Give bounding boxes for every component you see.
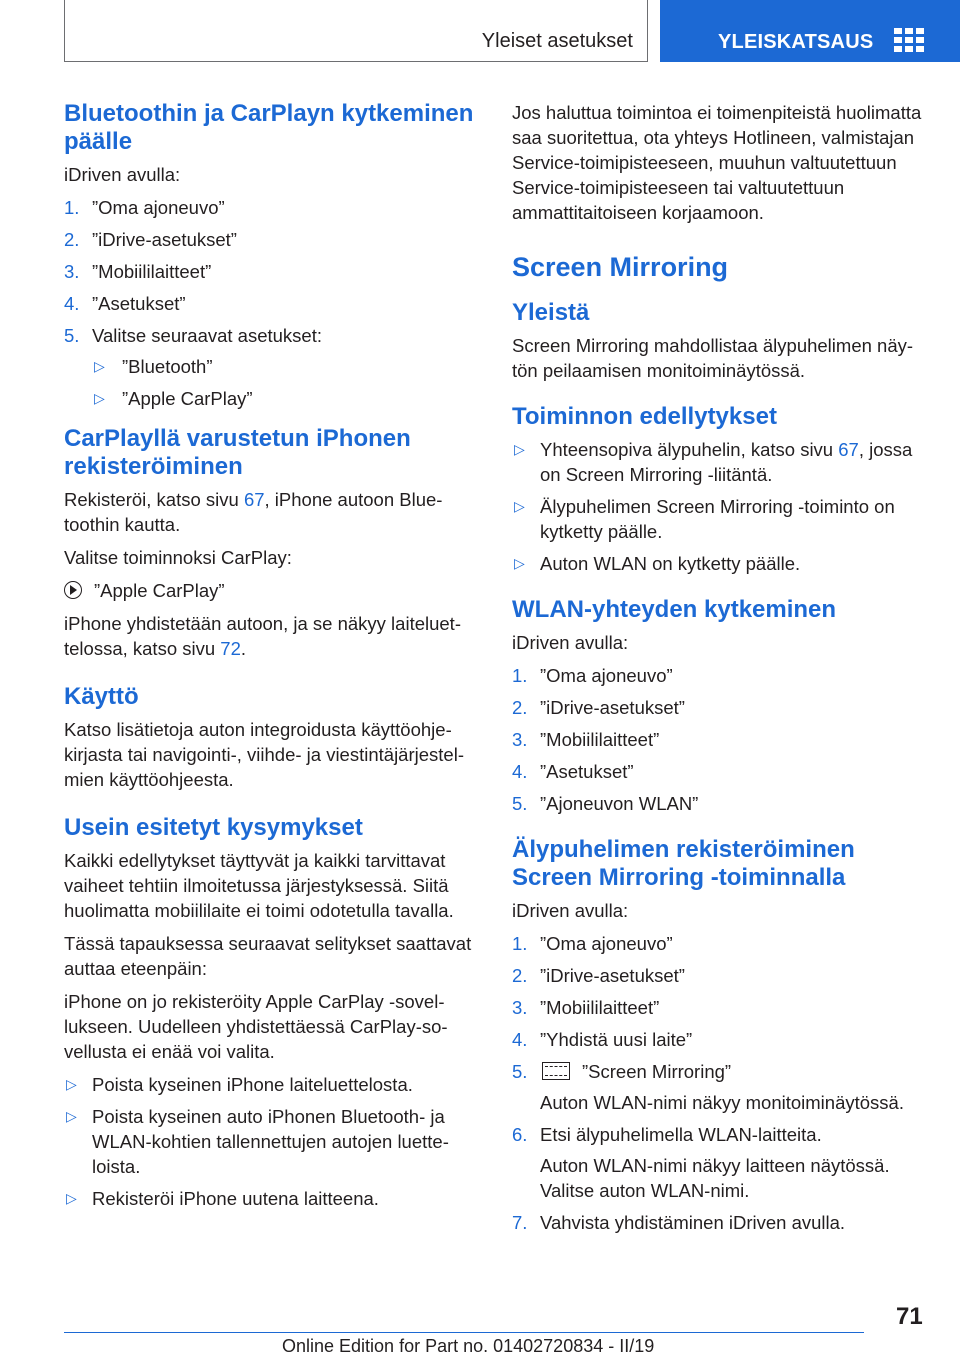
text: iPhone yhdistetään autoon, ja se näkyy laiteluettelossa, katso sivu <box>64 613 461 659</box>
bullet-text: Rekisteröi iPhone uutena laitteena. <box>92 1188 379 1209</box>
wlan-intro: iDriven avulla: <box>512 632 629 653</box>
reg-paragraph-3 <box>64 611 476 661</box>
bullet-text: Poista kyseinen iPhone laiteluettelosta. <box>92 1074 413 1095</box>
step-text: ”iDrive-asetukset” <box>540 965 685 986</box>
bullet-text: Poista kyseinen auto iPhonen Bluetooth- ja WLAN-kohtien tallennettujen autojen luetteloista. <box>92 1106 449 1177</box>
text: ”Apple CarPlay” <box>94 580 225 601</box>
footer-edition: Online Edition for Part no. 01402720834 - II/19 <box>282 1336 655 1356</box>
heading-register-iphone: CarPlayllä varustetun iPhonen rekisteröiminen <box>64 425 411 480</box>
step-number: 6. <box>512 1124 528 1145</box>
pair-steps-list <box>512 931 924 1084</box>
bullet-triangle-icon: ▷ <box>514 441 525 457</box>
list-item <box>64 1104 476 1179</box>
overview-tab[interactable] <box>660 0 960 62</box>
heading-general: Yleistä <box>512 299 590 326</box>
step-number: 3. <box>512 729 528 750</box>
text: , iPhone autoon Bluetoothin kautta. <box>64 489 443 535</box>
requirements-list <box>512 437 924 576</box>
heading-bluetooth-carplay: Bluetoothin ja CarPlayn kytkeminen päälle <box>64 100 474 155</box>
list-item <box>512 1210 924 1235</box>
header-section-box <box>64 0 648 62</box>
step-text: ”Mobiililaitteet” <box>540 997 660 1018</box>
sub-item-text: ”Apple CarPlay” <box>122 388 253 409</box>
bullet-text: Älypuhelimen Screen Mirroring -toiminto on kytketty päälle. <box>540 496 895 542</box>
usage-paragraph: Katso lisätietoja auton integroidusta käyttöohjekirjasta tai navigointi-, viihde- ja viestintäjärjestelmien käyttöohjeesta. <box>64 719 464 790</box>
step-text: ”Asetukset” <box>540 761 634 782</box>
text: , jossa on Screen Mirroring -liitäntä. <box>540 439 913 485</box>
bt-steps-list <box>64 195 476 411</box>
list-item <box>64 291 476 316</box>
list-item <box>512 695 924 720</box>
list-item <box>64 323 476 411</box>
step-number: 7. <box>512 1212 528 1233</box>
step-number: 2. <box>512 697 528 718</box>
step-text: ”Yhdistä uusi laite” <box>540 1029 693 1050</box>
step-text: Etsi älypuhelimella WLAN-laitteita. <box>540 1124 822 1145</box>
step-number: 1. <box>512 665 528 686</box>
footer-divider <box>64 1332 864 1333</box>
faq-paragraph-1: Kaikki edellytykset täyttyvät ja kaikki tarvittavat vaiheet tehtiin ilmoitetussa järjestyksessä. Siitä huolimatta mobiililaite ei toimi odotetulla tavalla. <box>64 850 454 921</box>
bullet-triangle-icon: ▷ <box>94 358 105 374</box>
grid-icon <box>894 28 924 52</box>
step-number: 5. <box>512 793 528 814</box>
step-text: ”Oma ajoneuvo” <box>540 933 673 954</box>
bullet-triangle-icon: ▷ <box>66 1108 77 1124</box>
step-number: 1. <box>512 933 528 954</box>
heading-requirements: Toiminnon edellytykset <box>512 403 777 430</box>
list-item <box>64 195 476 220</box>
list-item <box>512 437 924 487</box>
bt-sub-list <box>92 354 476 411</box>
heading-faq: Usein esitetyt kysymykset <box>64 814 363 841</box>
bullet-triangle-icon: ▷ <box>514 555 525 571</box>
list-item <box>512 931 924 956</box>
list-item <box>512 1027 924 1052</box>
step-number: 2. <box>64 229 80 250</box>
step-text: ”Oma ajoneuvo” <box>540 665 673 686</box>
faq-paragraph-3: iPhone on jo rekisteröity Apple CarPlay -sovellukseen. Uudelleen yhdistettäessä CarPlay-sovellusta ei enää voi valita. <box>64 991 448 1062</box>
step-text: ”iDrive-asetukset” <box>92 229 237 250</box>
apple-carplay-option <box>64 578 476 603</box>
heading-screen-mirroring: Screen Mirroring <box>512 252 729 282</box>
list-item <box>512 551 924 576</box>
step-number: 5. <box>512 1061 528 1082</box>
list-item <box>64 1186 476 1211</box>
general-paragraph: Screen Mirroring mahdollistaa älypuhelimen näytön peilaamisen monitoiminäytössä. <box>512 335 914 381</box>
bullet-triangle-icon: ▷ <box>66 1190 77 1206</box>
step-text: ”Mobiililaitteet” <box>92 261 212 282</box>
list-item <box>64 227 476 252</box>
step-text: Vahvista yhdistäminen iDriven avulla. <box>540 1212 846 1233</box>
sub-item-text: ”Bluetooth” <box>122 356 213 377</box>
step-text: ”Mobiililaitteet” <box>540 729 660 750</box>
text: . <box>240 638 247 659</box>
step-number: 1. <box>64 197 80 218</box>
text: Rekisteröi, katso sivu <box>64 489 244 510</box>
list-item <box>92 386 476 411</box>
page-link[interactable]: 67 <box>838 439 859 460</box>
bullet-text: Auton WLAN on kytketty päälle. <box>540 553 801 574</box>
text: Yhteensopiva älypuhelin, katso sivu <box>540 439 839 460</box>
bullet-triangle-icon: ▷ <box>514 498 525 514</box>
bullet-triangle-icon: ▷ <box>66 1076 77 1092</box>
left-column <box>64 100 476 1219</box>
overview-tab-label: YLEISKATSAUS <box>718 31 874 53</box>
step-text: ”Asetukset” <box>92 293 186 314</box>
list-item <box>512 663 924 688</box>
step-number: 3. <box>64 261 80 282</box>
list-item <box>512 791 924 816</box>
step-number: 4. <box>64 293 80 314</box>
list-item <box>512 727 924 752</box>
reg-paragraph-2: Valitse toiminnoksi CarPlay: <box>64 547 292 568</box>
heading-wlan: WLAN-yhteyden kytkeminen <box>512 596 837 623</box>
step-text: Valitse seuraavat asetukset: <box>92 325 323 346</box>
hotline-paragraph: Jos haluttua toimintoa ei toimenpiteistä huolimatta saa suoritettua, ota yhteys Hotlineen, valmistajan Service-toimipisteeseen, muuhun valtuutettuun Service-toimipisteeseen tai valtuutettuun ammattitaitoiseen korjaamoon. <box>512 102 922 223</box>
right-column <box>512 100 924 1243</box>
list-item <box>64 259 476 284</box>
step-text: ”Ajoneuvon WLAN” <box>540 793 699 814</box>
pair-steps-list-end <box>512 1210 924 1235</box>
play-icon <box>64 581 82 599</box>
section-title: Yleiset asetukset <box>481 30 633 52</box>
faq-bullets <box>64 1072 476 1211</box>
step-number: 4. <box>512 761 528 782</box>
list-item <box>92 354 476 379</box>
list-item <box>64 1072 476 1097</box>
step-text: ”iDrive-asetukset” <box>540 697 685 718</box>
list-item <box>512 1122 924 1147</box>
wlan-steps-list <box>512 663 924 816</box>
pair-steps-list-cont <box>512 1122 924 1147</box>
page-number: 71 <box>896 1303 923 1330</box>
screen-mirroring-icon <box>542 1062 570 1080</box>
list-item <box>512 995 924 1020</box>
faq-paragraph-2: Tässä tapauksessa seuraavat selitykset saattavat auttaa eteenpäin: <box>64 933 472 979</box>
list-item <box>512 1059 924 1084</box>
list-item <box>512 759 924 784</box>
bt-intro: iDriven avulla: <box>64 164 181 185</box>
heading-pair-screen-mirroring: Älypuhelimen rekisteröiminen Screen Mirroring -toiminnalla <box>512 836 855 891</box>
page-link[interactable]: 72 <box>220 638 241 659</box>
pair-intro: iDriven avulla: <box>512 900 629 921</box>
step-number: 4. <box>512 1029 528 1050</box>
pair-step5-note: Auton WLAN-nimi näkyy monitoiminäytössä. <box>540 1092 904 1113</box>
step-text: ”Oma ajoneuvo” <box>92 197 225 218</box>
heading-usage: Käyttö <box>64 683 139 710</box>
step-number: 5. <box>64 325 80 346</box>
list-item <box>512 963 924 988</box>
list-item <box>512 494 924 544</box>
bullet-triangle-icon: ▷ <box>94 390 105 406</box>
reg-paragraph-1 <box>64 487 476 537</box>
page-link[interactable]: 67 <box>243 489 265 510</box>
step-number: 2. <box>512 965 528 986</box>
step-number: 3. <box>512 997 528 1018</box>
step-text: ”Screen Mirroring” <box>582 1061 732 1082</box>
pair-step6-note: Auton WLAN-nimi näkyy laitteen näytössä. Valitse auton WLAN-nimi. <box>540 1155 890 1201</box>
